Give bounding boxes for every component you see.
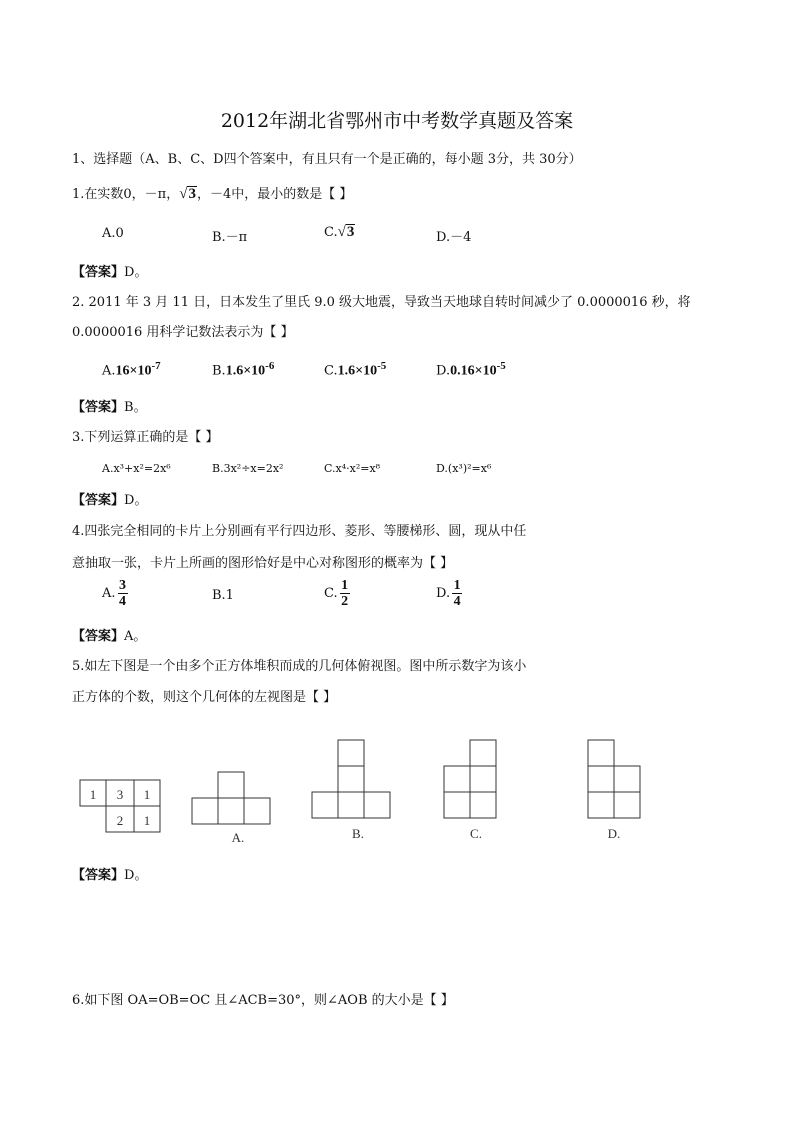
q2-option-b-exp: -6 (265, 360, 275, 372)
cube-square (312, 792, 338, 818)
question-1-stem (72, 183, 352, 202)
sqrt-symbol: √ 3 (337, 224, 355, 240)
answer-value: D。 (124, 868, 148, 883)
grid-number: 1 (143, 813, 151, 828)
answer-label: 【答案】 (72, 265, 125, 280)
option-b-figure (312, 740, 390, 818)
q4-stem-line2: 意抽取一张，卡片上所画的图形恰好是中心对称图形的概率为【 】 (72, 556, 454, 571)
q2-option-d-exp: -5 (496, 360, 506, 372)
q1-option-b: B.－π (212, 230, 248, 245)
q3-answer (72, 489, 147, 508)
grid-number: 2 (116, 813, 124, 828)
cube-square (338, 740, 364, 766)
cube-square (470, 766, 496, 792)
q2-option-d (436, 360, 506, 379)
option-d-figure (588, 740, 640, 818)
q2-option-d-base: 0.16×10 (450, 363, 497, 379)
option-c-figure (444, 740, 496, 818)
fraction-denominator: 4 (453, 594, 461, 609)
cube-square (364, 792, 390, 818)
q4-option-a (102, 578, 128, 609)
cube-square (614, 792, 640, 818)
q2-stem-line1: 2. 2011 年 3 月 11 日，日本发生了里氏 9.0 级大地震，导致当天地球自转时间减少了 0.0000016 秒，将 (72, 295, 691, 310)
q4-option-d (436, 578, 462, 609)
cube-square (614, 766, 640, 792)
cube-square (338, 766, 364, 792)
cube-square (470, 792, 496, 818)
q5-answer (72, 864, 147, 883)
fraction-numerator: 3 (119, 578, 127, 593)
q6-stem: 6.如下图 OA=OB=OC 且∠ACB=30°，则∠AOB 的大小是【 】 (72, 993, 454, 1008)
cube-square (338, 792, 364, 818)
fraction (118, 578, 128, 609)
q3-option-a: A.x³+x²=2x⁶ (102, 462, 171, 475)
q2-option-b (212, 360, 274, 379)
cube-square (588, 766, 614, 792)
q2-option-c-exp: -5 (377, 360, 387, 372)
q4-option-b: B.1 (212, 588, 234, 603)
page-title: 2012年湖北省鄂州市中考数学真题及答案 (220, 110, 574, 132)
answer-value: A。 (124, 629, 147, 644)
q4-option-a-prefix: A. (102, 586, 116, 601)
cube-square (588, 740, 614, 766)
fraction-numerator: 1 (341, 578, 349, 593)
answer-label: 【答案】 (72, 400, 125, 415)
q4-stem-line1: 4.四张完全相同的卡片上分别画有平行四边形、菱形、等腰梯形、圆，现从中任 (72, 524, 527, 539)
answer-label: 【答案】 (72, 868, 125, 883)
cube-square (218, 798, 244, 824)
q2-stem-line2: 0.0000016 用科学记数法表示为【 】 (72, 325, 294, 340)
q5-stem-line1: 5.如左下图是一个由多个正方体堆积而成的几何体俯视图。图中所示数字为该小 (72, 659, 527, 674)
q4-option-c (324, 578, 350, 609)
answer-value: D。 (124, 265, 148, 280)
q2-option-a-base: 16×10 (115, 363, 152, 379)
q3-option-d: D.(x³)²=x⁶ (436, 462, 492, 475)
answer-label: 【答案】 (72, 493, 125, 508)
cube-square (470, 740, 496, 766)
cube-square (588, 792, 614, 818)
q2-option-c-base: 1.6×10 (337, 363, 378, 379)
q2-option-d-prefix: D. (436, 363, 451, 379)
cube-square (444, 766, 470, 792)
q2-option-a-prefix: A. (102, 363, 116, 379)
q1-stem-b: ，－4中，最小的数是【 】 (196, 187, 353, 202)
q2-option-c (324, 360, 386, 379)
q2-option-c-prefix: C. (324, 363, 338, 379)
q2-option-b-prefix: B. (212, 363, 226, 379)
fraction-denominator: 2 (341, 594, 349, 609)
q1-option-d: D.－4 (436, 230, 472, 245)
fraction-numerator: 1 (453, 578, 461, 593)
grid-number: 1 (143, 787, 151, 802)
q2-option-b-base: 1.6×10 (225, 363, 266, 379)
option-label-b: B. (352, 826, 364, 841)
sqrt-radicand: 3 (188, 186, 196, 202)
q2-option-a-exp: -7 (151, 360, 161, 372)
section-header: 1、选择题（A、B、C、D四个答案中，有且只有一个是正确的，每小题 3分，共 30分） (72, 152, 582, 167)
q1-answer (72, 261, 147, 280)
q4-option-d-prefix: D. (436, 586, 451, 601)
option-label-c: C. (470, 826, 482, 841)
q1-option-a: A.0 (102, 226, 124, 241)
cube-square (218, 772, 244, 798)
cube-square (192, 798, 218, 824)
q1-stem-a: 1.在实数0，－π， (72, 187, 180, 202)
cube-square (244, 798, 270, 824)
q4-answer (72, 625, 146, 644)
q2-option-a (102, 360, 161, 379)
q1-option-c (324, 224, 355, 240)
grid-number: 1 (89, 787, 97, 802)
q4-option-c-prefix: C. (324, 586, 338, 601)
q3-option-b: B.3x²÷x=2x² (212, 462, 284, 475)
q5-stem-line2: 正方体的个数，则这个几何体的左视图是【 】 (72, 690, 337, 705)
fraction (340, 578, 350, 609)
q3-stem: 3.下列运算正确的是【 】 (72, 430, 219, 445)
option-label-a: A. (231, 830, 245, 845)
q1-option-c-prefix: C. (324, 225, 338, 240)
cube-square (444, 792, 470, 818)
fraction (452, 578, 462, 609)
q2-answer (72, 396, 147, 415)
option-a-figure (192, 772, 270, 824)
grid-number: 3 (116, 787, 124, 802)
sqrt-symbol: √ 3 (179, 186, 196, 202)
fraction-denominator: 4 (119, 594, 127, 609)
q5-figures (0, 720, 794, 850)
answer-value: B。 (124, 400, 147, 415)
answer-value: D。 (124, 493, 148, 508)
answer-label: 【答案】 (72, 629, 125, 644)
sqrt-radicand: 3 (346, 224, 355, 240)
option-label-d: D. (607, 826, 621, 841)
q3-option-c: C.x⁴·x²=x⁸ (324, 462, 381, 475)
